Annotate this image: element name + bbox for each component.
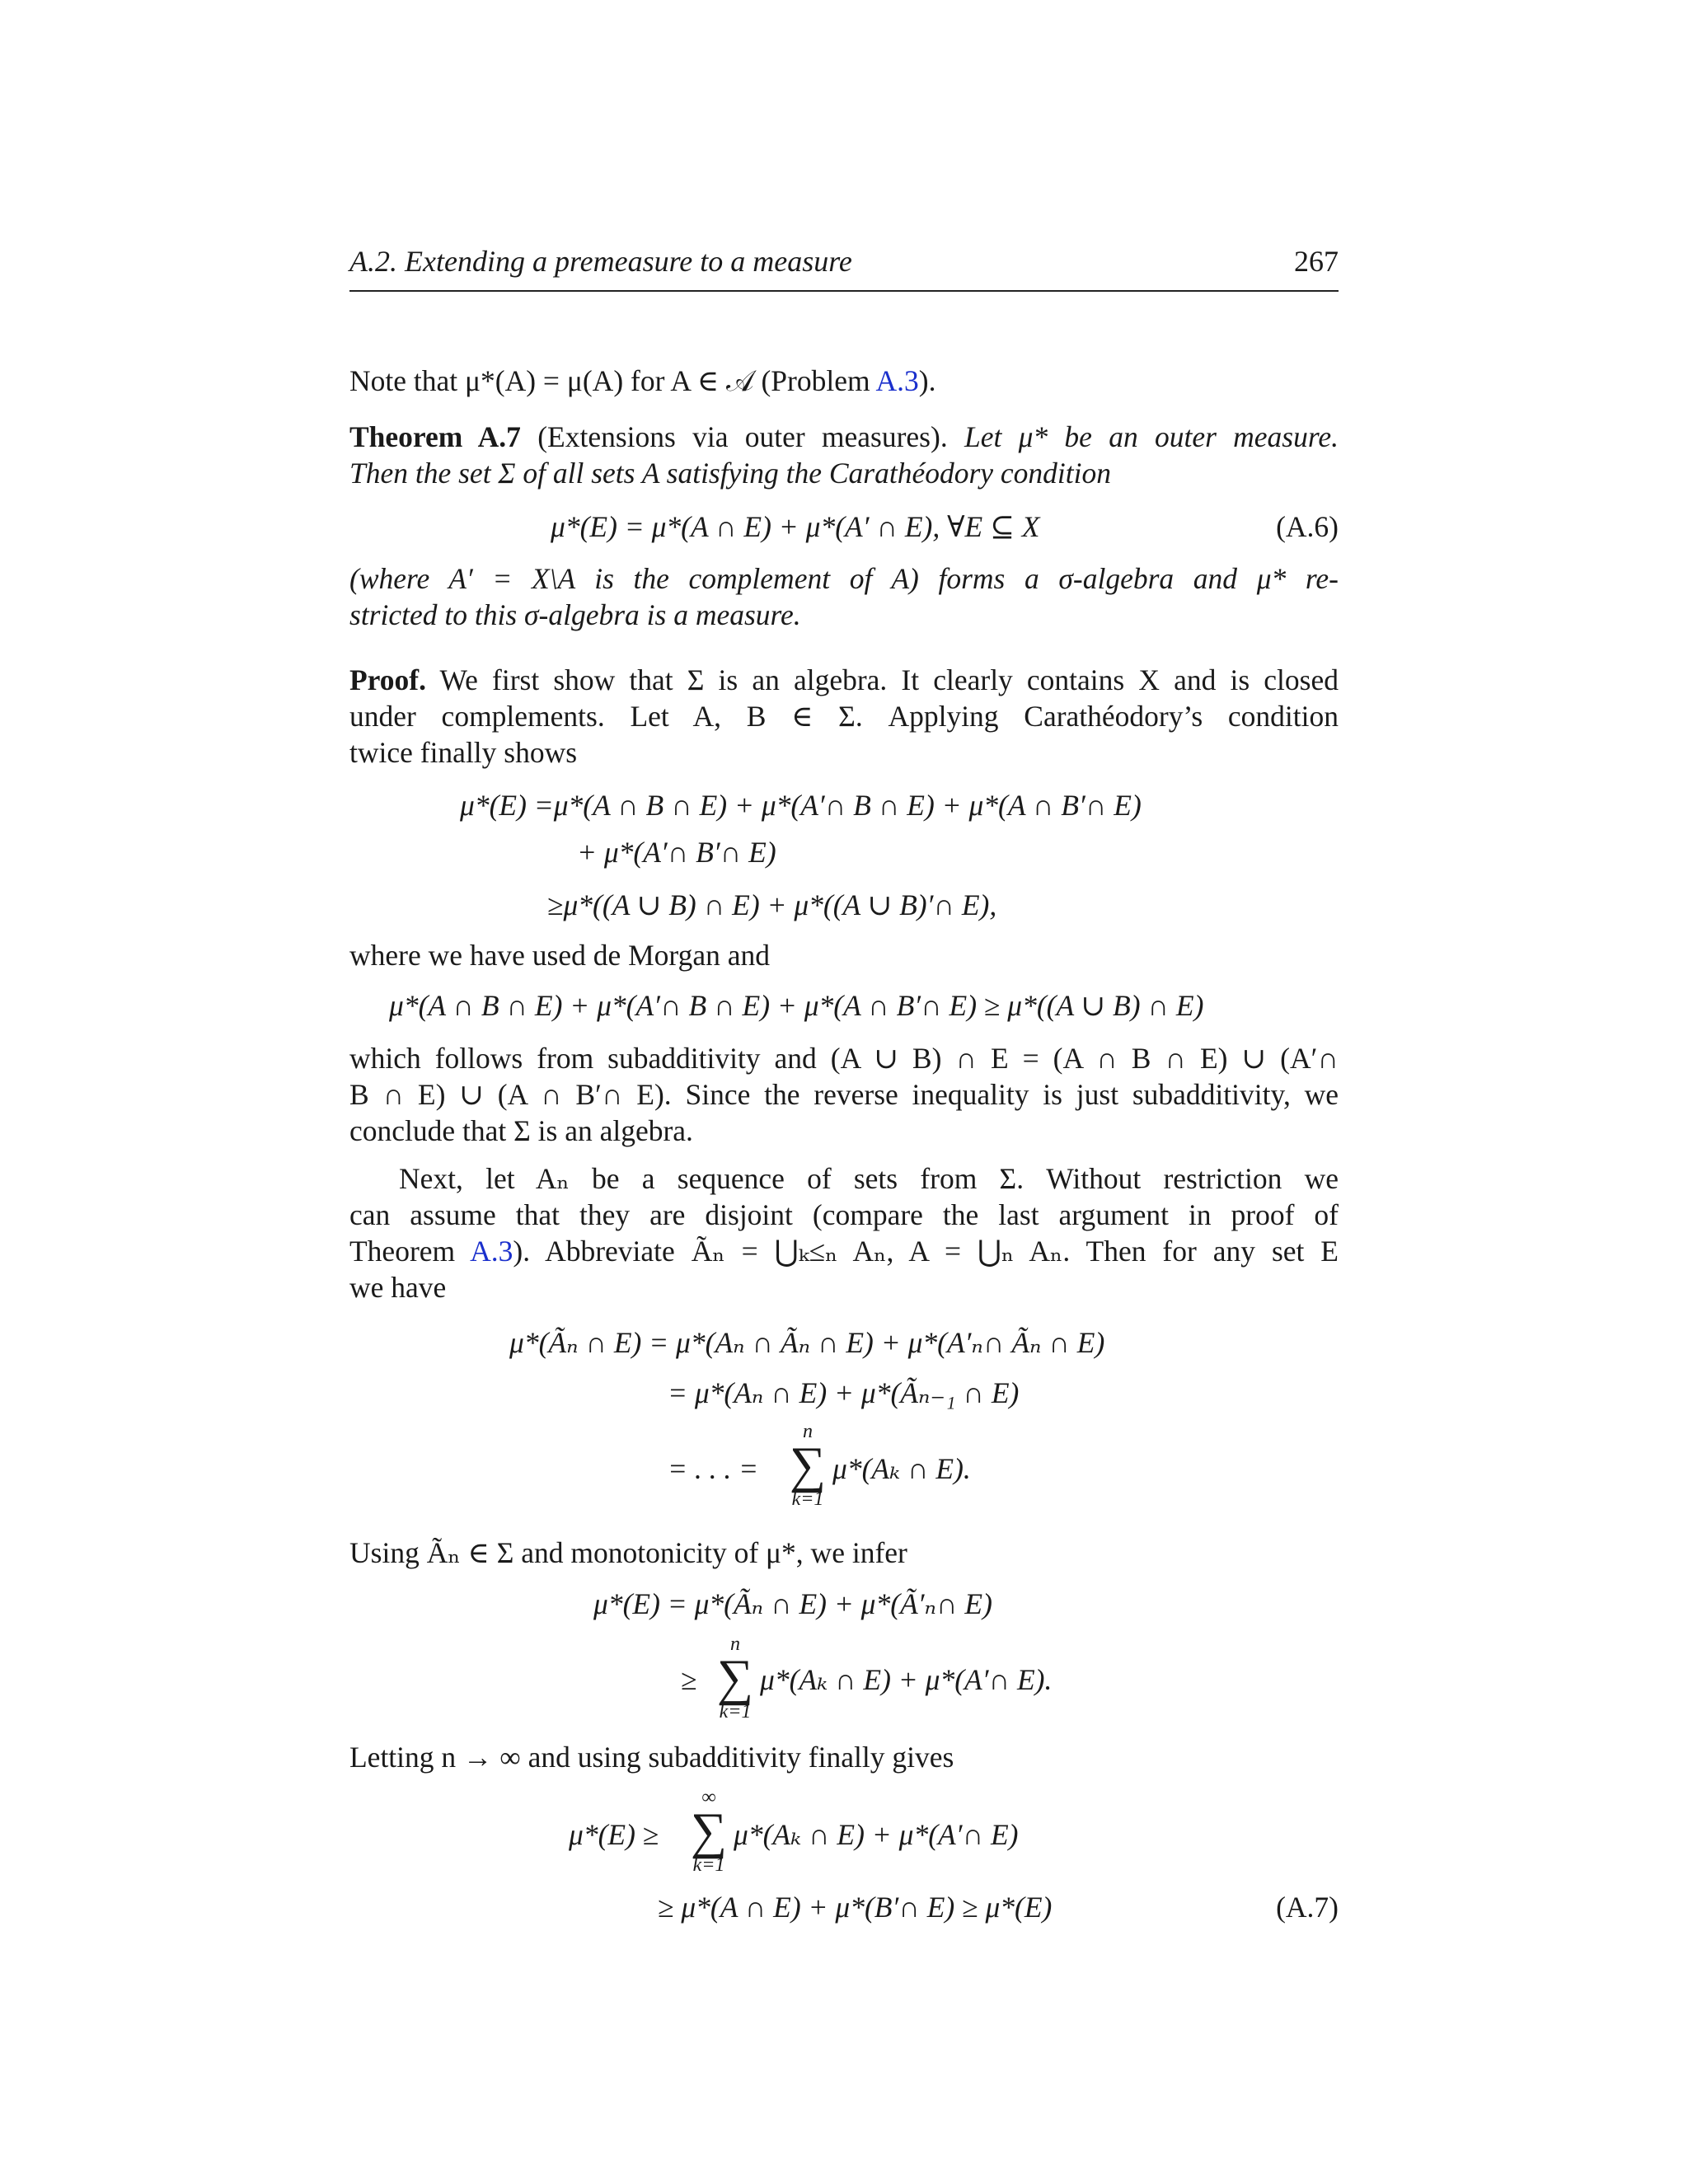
equation-4b-lhs: ≥	[681, 1663, 697, 1696]
note-paragraph	[349, 363, 1339, 399]
equation-5a-lhs: μ*(E) ≥	[569, 1818, 659, 1851]
proof-line-8: Using Ãₙ ∈ Σ and monotonicity of μ*, we infer	[349, 1536, 907, 1569]
equation-1b: + μ*(A′∩ B′∩ E)	[577, 836, 776, 869]
sum-upper: ∞	[701, 1787, 716, 1808]
sigma-icon: ∑	[690, 1803, 728, 1859]
summation-3	[783, 1421, 832, 1510]
sum-lower: k=1	[791, 1488, 824, 1510]
equation-5a-rhs: μ*(Aₖ ∩ E) + μ*(A′∩ E)	[734, 1818, 1019, 1851]
equation-tag-a7: (A.7)	[1276, 1891, 1339, 1924]
section-title: A.2. Extending a premeasure to a measure	[349, 245, 852, 278]
para2-text-post: ). Abbreviate Ãₙ = ⋃ₖ≤ₙ Aₙ, A = ⋃ₙ Aₙ. Then for any set E	[513, 1235, 1339, 1268]
proof-line-6: B ∩ E) ∪ (A ∩ B′∩ E). Since the reverse inequality is just subadditivity, we	[349, 1078, 1339, 1111]
equation-4a: μ*(E) = μ*(Ãₙ ∩ E) + μ*(Ã′ₙ∩ E)	[593, 1587, 992, 1620]
proof-para2-line-1: Next, let Aₙ be a sequence of sets from Σ. Without restriction we	[399, 1162, 1339, 1195]
theorem-name: (Extensions via outer measures).	[520, 420, 964, 453]
proof-line-9: Letting n → ∞ and using subadditivity finally gives	[349, 1741, 954, 1774]
page-number: 267	[1294, 245, 1339, 278]
proof-text-1: We first show that Σ is an algebra. It clearly contains X and is closed	[426, 663, 1339, 696]
theorem-label: Theorem A.7	[349, 420, 521, 453]
equation-3a: μ*(Ãₙ ∩ E) = μ*(Aₙ ∩ Ãₙ ∩ E) + μ*(A′ₙ∩ Ãₙ ∩ E)	[509, 1326, 1105, 1359]
theorem-line-2: Then the set Σ of all sets A satisfying the Carathéodory condition	[349, 457, 1112, 490]
summation-5	[684, 1787, 734, 1876]
proof-line-3: twice finally shows	[349, 736, 578, 769]
proof-label: Proof.	[349, 663, 426, 696]
proof-line-1	[349, 662, 1339, 698]
proof-para2-line-2: can assume that they are disjoint (compare the last argument in proof of	[349, 1198, 1339, 1231]
summation-4	[710, 1633, 760, 1722]
equation-2: μ*(A ∩ B ∩ E) + μ*(A′∩ B ∩ E) + μ*(A ∩ B′∩ E) ≥ μ*((A ∪ B) ∩ E)	[389, 989, 1204, 1022]
equation-tag-a6: (A.6)	[1276, 510, 1339, 543]
equation-3c-rhs: μ*(Aₖ ∩ E).	[832, 1452, 971, 1485]
equation-a6: μ*(E) = μ*(A ∩ E) + μ*(A′ ∩ E), ∀E ⊆ X	[551, 510, 1040, 543]
note-text-pre: Note that μ*(A) = μ(A) for A ∈ 𝒜 (Problem	[349, 364, 876, 397]
proof-line-5: which follows from subadditivity and (A ∪ B) ∩ E = (A ∩ B ∩ E) ∪ (A′∩	[349, 1042, 1339, 1075]
sum-upper: n	[730, 1633, 740, 1655]
theorem-ref-link[interactable]: A.3	[470, 1235, 513, 1268]
sum-lower: k=1	[719, 1701, 752, 1722]
equation-4b-rhs: μ*(Aₖ ∩ E) + μ*(A′∩ E).	[760, 1663, 1053, 1696]
equation-3c-lhs: = . . . =	[668, 1452, 759, 1485]
proof-para2-line-3	[349, 1233, 1339, 1269]
sigma-icon: ∑	[789, 1437, 827, 1493]
sum-lower: k=1	[692, 1854, 725, 1876]
proof-line-7: conclude that Σ is an algebra.	[349, 1114, 693, 1147]
running-head	[349, 244, 1339, 292]
equation-1c: ≥μ*((A ∪ B) ∩ E) + μ*((A ∪ B)′∩ E),	[547, 888, 997, 921]
theorem-line-1	[349, 419, 1339, 455]
theorem-line-4: stricted to this σ-algebra is a measure.	[349, 598, 801, 631]
note-text-post: ).	[918, 364, 936, 397]
theorem-line-3: (where A′ = X\A is the complement of A) forms a σ-algebra and μ* re-	[349, 562, 1339, 595]
equation-1a: μ*(E) =μ*(A ∩ B ∩ E) + μ*(A′∩ B ∩ E) + μ*(A ∩ B′∩ E)	[460, 789, 1142, 822]
equation-3b: = μ*(Aₙ ∩ E) + μ*(Ãₙ₋₁ ∩ E)	[668, 1376, 1020, 1409]
proof-para2-line-4: we have	[349, 1271, 447, 1304]
sigma-icon: ∑	[716, 1650, 754, 1706]
equation-5b: ≥ μ*(A ∩ E) + μ*(B′∩ E) ≥ μ*(E)	[658, 1891, 1053, 1924]
proof-line-2: under complements. Let A, B ∈ Σ. Applying Carathéodory’s condition	[349, 700, 1339, 733]
para2-text-pre: Theorem	[349, 1235, 471, 1268]
sum-upper: n	[803, 1421, 813, 1442]
proof-line-4: where we have used de Morgan and	[349, 939, 770, 972]
theorem-text-1: Let μ* be an outer measure.	[964, 420, 1339, 453]
problem-ref-link[interactable]: A.3	[875, 364, 919, 397]
